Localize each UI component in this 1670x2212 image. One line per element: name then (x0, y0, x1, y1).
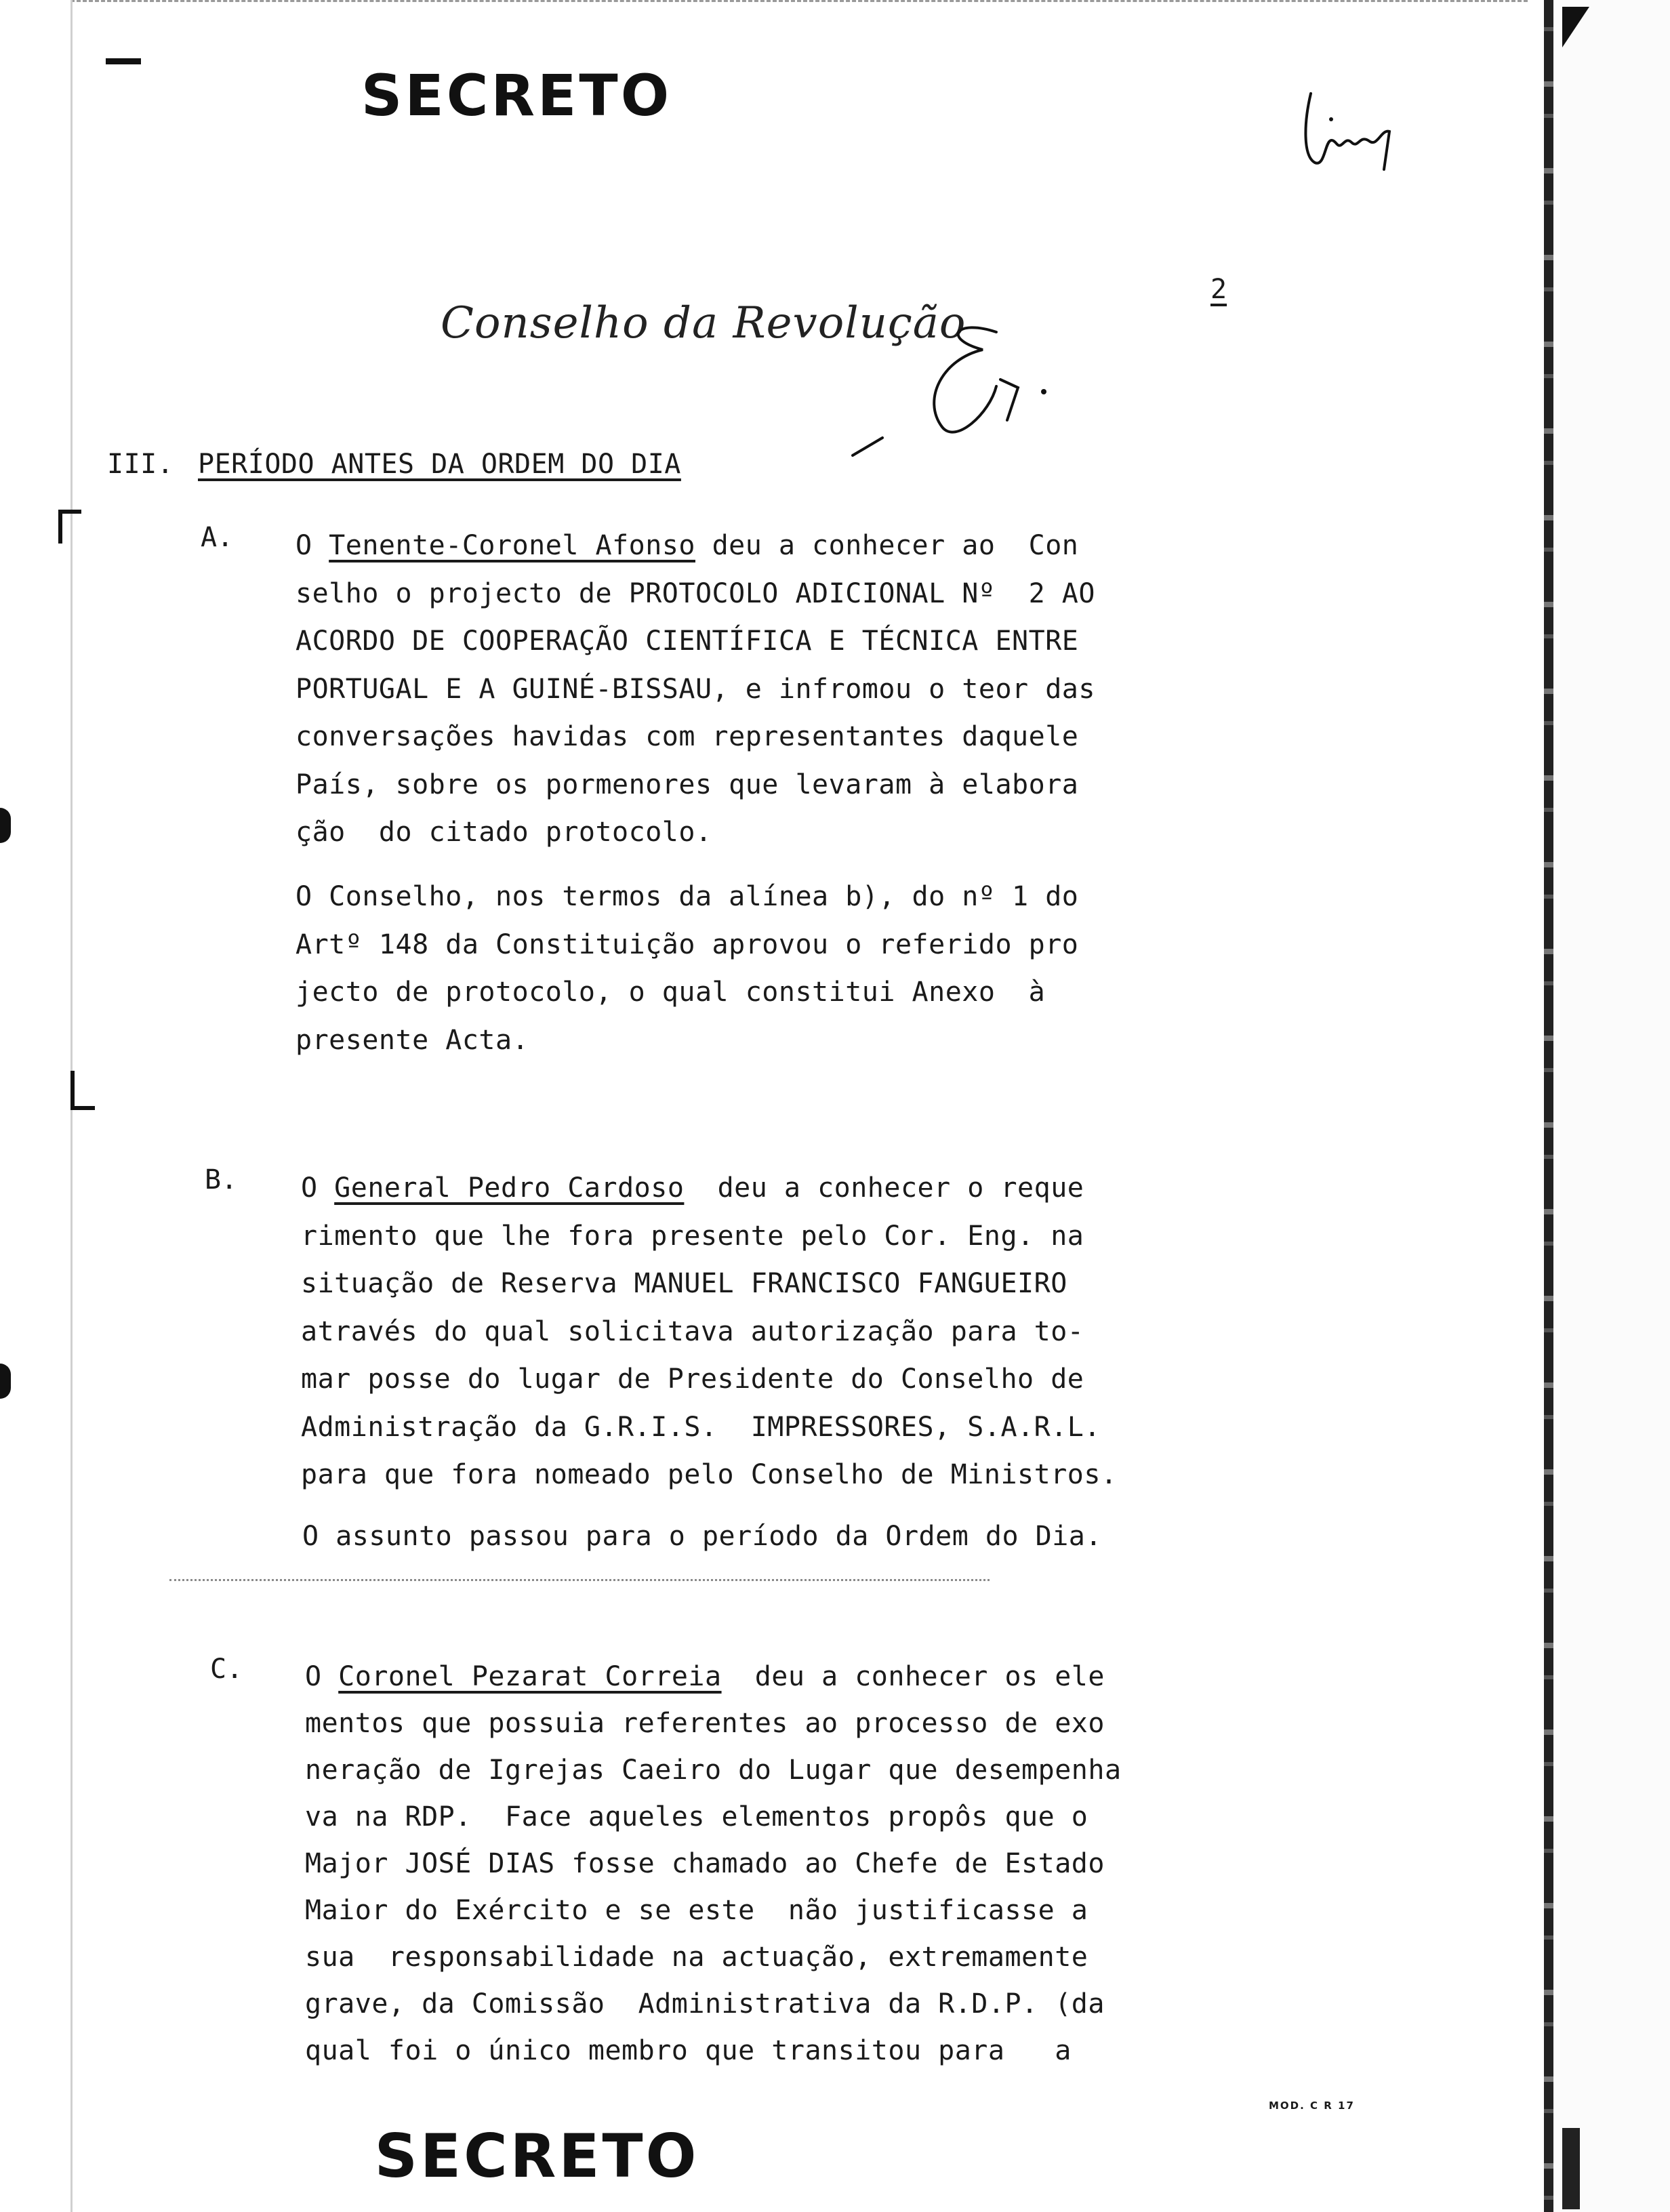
classification-stamp-top: SECRETO (361, 62, 672, 129)
binding-shadow (1553, 0, 1670, 2212)
item-c-text-prefix: O (305, 1661, 339, 1692)
text-line: ACORDO DE COOPERAÇÃO CIENTÍFICA E TÉCNICA ENTRE (296, 626, 1079, 657)
text-line: sua responsabilidade na actuação, extremamente (305, 1942, 1088, 1973)
section-number: III. (107, 449, 174, 480)
text-line: PORTUGAL E A GUINÉ-BISSAU, e infromou o teor das (296, 673, 1095, 705)
officer-name-a: Tenente-Coronel Afonso (329, 530, 695, 561)
text-line: O Conselho, nos termos da alínea b), do nº 1 do (296, 881, 1079, 912)
handwritten-signature (840, 312, 1098, 474)
letterhead: Conselho da Revolução (441, 298, 966, 348)
item-b-paragraph-1 (301, 1164, 1118, 1499)
text-line: va na RDP. Face aqueles elementos propôs que o (305, 1801, 1088, 1832)
item-a-paragraph-2 (296, 873, 1078, 1064)
section-title: PERÍODO ANTES DA ORDEM DO DIA (198, 449, 681, 480)
binding-strip (1544, 0, 1553, 2212)
classification-stamp-bottom: SECRETO (374, 2121, 699, 2191)
crop-mark-top (58, 510, 81, 544)
text-line: jecto de protocolo, o qual constitui Anexo à (296, 977, 1046, 1008)
text-line: deu a conhecer ao Con (695, 530, 1079, 561)
text-line: grave, da Comissão Administrativa da R.D.P. (da (305, 1988, 1105, 2020)
item-b-text-prefix: O (301, 1172, 335, 1204)
text-line: deu a conhecer o reque (684, 1172, 1084, 1204)
officer-name-b: General Pedro Cardoso (334, 1172, 685, 1204)
item-c-paragraph-1 (305, 1654, 1122, 2074)
text-line: rimento que lhe fora presente pelo Cor. Eng. na (301, 1220, 1084, 1252)
handwritten-rubric (1295, 81, 1403, 183)
page-top-edge (70, 0, 1528, 5)
item-letter-c: C. (210, 1654, 243, 1685)
text-line: qual foi o único membro que transitou para a (305, 2035, 1072, 2066)
text-line: situação de Reserva MANUEL FRANCISCO FANGUEIRO (301, 1268, 1067, 1299)
text-line: ção do citado protocolo. (296, 817, 712, 848)
text-line: mentos que possuia referentes ao processo de exo (305, 1708, 1105, 1739)
item-letter-b: B. (205, 1164, 238, 1195)
dotted-separator (169, 1579, 990, 1581)
text-line: Artº 148 da Constituição aprovou o referido pro (296, 928, 1079, 960)
binding-notch-top (1562, 7, 1589, 47)
punch-hole-lower (0, 1364, 11, 1399)
form-code: MOD. C R 17 (1269, 2100, 1355, 2112)
text-line: conversações havidas com representantes daquele (296, 721, 1079, 752)
officer-name-c: Coronel Pezarat Correia (338, 1661, 722, 1692)
item-letter-a: A. (201, 522, 234, 553)
text-line: através do qual solicitava autorização para to- (301, 1315, 1084, 1347)
text-line: O assunto passou para o período da Ordem do Dia. (302, 1521, 1102, 1552)
text-line: Maior do Exército e se este não justificasse a (305, 1895, 1088, 1926)
text-line: Major JOSÉ DIAS fosse chamado ao Chefe de Estado (305, 1848, 1105, 1879)
punch-hole-upper (0, 808, 11, 843)
text-line: selho o projecto de PROTOCOLO ADICIONAL Nº 2 AO (296, 577, 1095, 609)
text-line: País, sobre os pormenores que levaram à elabora (296, 769, 1079, 800)
text-line: presente Acta. (296, 1024, 529, 1056)
item-a-text-prefix: O (296, 530, 329, 561)
text-line: neração de Igrejas Caeiro do Lugar que desempenha (305, 1755, 1122, 1786)
binding-notch-bottom (1562, 2128, 1580, 2209)
text-line: para que fora nomeado pelo Conselho de Ministros. (301, 1459, 1118, 1490)
text-line: mar posse do lugar de Presidente do Conselho de (301, 1364, 1084, 1395)
section-heading (107, 441, 681, 489)
text-line: deu a conhecer os ele (721, 1661, 1105, 1692)
page-number: 2 (1210, 274, 1227, 305)
crop-mark-bottom (70, 1071, 95, 1110)
item-a-paragraph-1 (296, 522, 1095, 857)
text-line: Administração da G.R.I.S. IMPRESSORES, S.A.R.L. (301, 1411, 1101, 1443)
item-b-paragraph-2 (302, 1513, 1102, 1561)
